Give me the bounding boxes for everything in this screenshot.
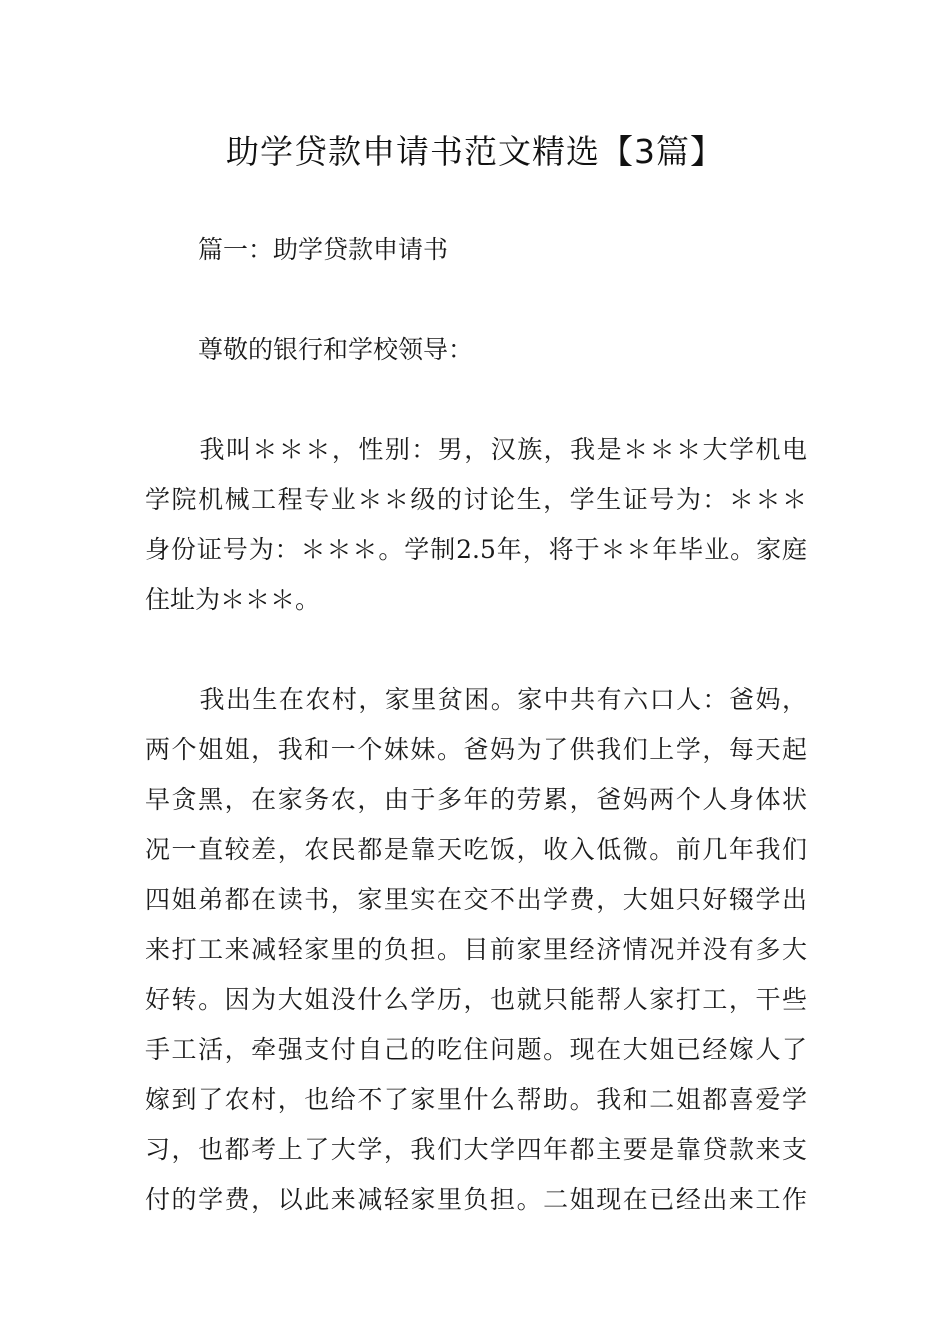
paragraph-line: 两个姐姐，我和一个妹妹。爸妈为了供我们上学，每天起 <box>145 735 807 764</box>
paragraph-line <box>145 425 807 475</box>
section-heading <box>145 225 807 275</box>
paragraph-2 <box>145 675 807 1225</box>
paragraph-line: 好转。因为大姐没什么学历，也就只能帮人家打工，干些 <box>145 985 807 1014</box>
salutation <box>145 325 807 375</box>
paragraph-line: 身份证号为：＊＊＊。学制2.5年，将于＊＊年毕业。家庭 <box>145 535 807 564</box>
paragraph-1 <box>145 425 807 625</box>
paragraph-line-text: 我出生在农村，家里贫困。家中共有六口人：爸妈， <box>198 685 807 714</box>
paragraph-line: 手工活，牵强支付自己的吃住问题。现在大姐已经嫁人了 <box>145 1035 807 1064</box>
paragraph-line-text: 我叫＊＊＊，性别：男，汉族，我是＊＊＊大学机电 <box>198 435 807 464</box>
paragraph-line: 习，也都考上了大学，我们大学四年都主要是靠贷款来支 <box>145 1135 807 1164</box>
paragraph-line: 四姐弟都在读书，家里实在交不出学费，大姐只好辍学出 <box>145 885 807 914</box>
salutation-text: 尊敬的银行和学校领导： <box>198 335 474 364</box>
paragraph-line: 况一直较差，农民都是靠天吃饭，收入低微。前几年我们 <box>145 835 807 864</box>
paragraph-line: 学院机械工程专业＊＊级的讨论生，学生证号为：＊＊＊ <box>145 485 807 514</box>
paragraph-line <box>145 675 807 725</box>
paragraph-line: 住址为＊＊＊。 <box>145 585 321 614</box>
section-heading-text: 篇一：助学贷款申请书 <box>198 235 449 264</box>
paragraph-line: 付的学费，以此来减轻家里负担。二姐现在已经出来工作 <box>145 1185 807 1214</box>
paragraph-line: 早贪黑，在家务农，由于多年的劳累，爸妈两个人身体状 <box>145 785 807 814</box>
paragraph-line: 来打工来减轻家里的负担。目前家里经济情况并没有多大 <box>145 935 807 964</box>
document-title: 助学贷款申请书范文精选【3篇】 <box>226 132 724 171</box>
paragraph-line: 嫁到了农村，也给不了家里什么帮助。我和二姐都喜爱学 <box>145 1085 807 1114</box>
